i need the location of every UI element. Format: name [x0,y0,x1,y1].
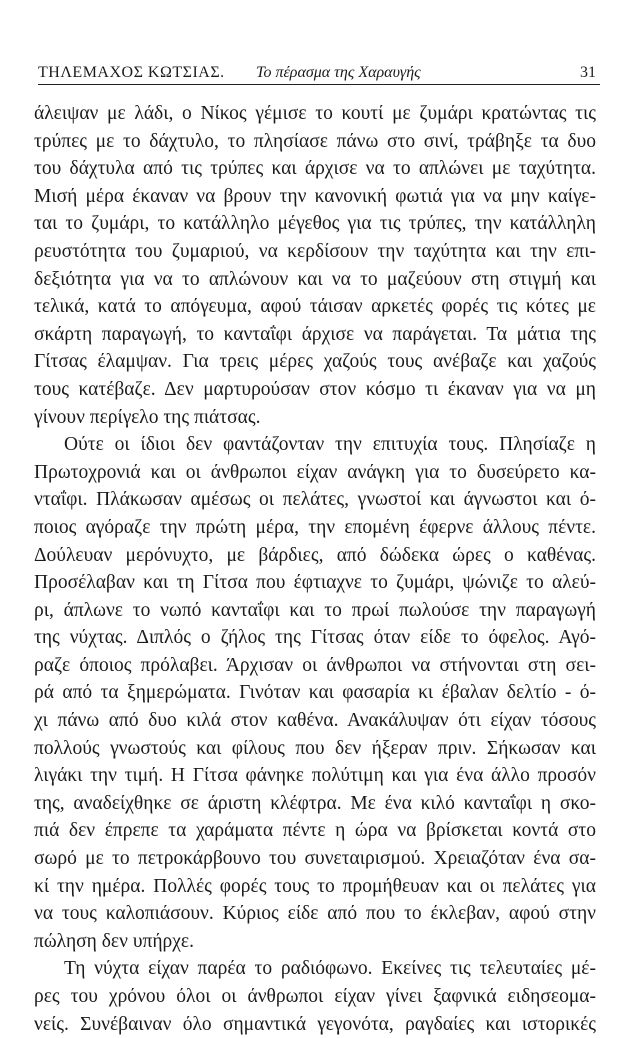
text-line: να τους καλοπιάσουν. Κύριος είδε από που το έκλεβαν, αφού στην [34,903,596,925]
text-line: ρευστότητα του ζυμαριού, να κερδίσουν την ταχύτητα και την επι- [34,240,596,262]
text-line: Μισή μέρα έκαναν να βρουν την κανονική φωτιά για να μην καίγε- [34,185,596,207]
page-number: 31 [580,64,596,81]
text-line: κί την ημέρα. Πολλές φορές τους το προμήθευαν και οι πελάτες για [34,875,596,897]
running-head-title: Το πέρασμα της Χαραυγής [256,64,421,81]
text-line: πολλούς γνωστούς και φίλους που δεν ήξεραν πριν. Σήκωσαν και [34,737,596,759]
text-line: Προσέλαβαν και τη Γίτσα που έφτιαχνε το ζυμάρι, ψώνιζε το αλεύ- [34,572,596,594]
text-line: ρες του χρόνου όλοι οι άνθρωποι είχαν γίνει ξαφνικά ειδησεομα- [34,986,596,1007]
text-line: Γίτσας έλαμψαν. Για τρεις μέρες χαζούς τους ανέβαζε και χαζούς [34,351,596,373]
text-line: Δούλευαν μερόνυχτο, με βάρδιες, από δώδεκα ώρες ο καθένας. [34,544,596,566]
text-line: Πρωτοχρονιά και οι άνθρωποι είχαν ανάγκη για το δυσεύρετο κα- [34,461,596,483]
text-line: τελικά, κατά το απόγευμα, αφού τάισαν αρκετές φορές τις κότες με [34,296,596,318]
text-line: νταΐφι. Πλάκωσαν αμέσως οι πελάτες, γνωστοί και άγνωστοι και ό- [34,489,596,511]
text-line: του δάχτυλα από τις τρύπες και άρχισε να το απλώνει με ταχύτητα. [34,158,596,180]
running-head [38,62,600,85]
text-line: τους κατέβαζε. Δεν μαρτυρούσαν στον κόσμο τι έκαναν για να μη [34,378,596,400]
text-line: Ούτε οι ίδιοι δεν φαντάζονταν την επιτυχία τους. Πλησίαζε η [64,434,596,456]
text-line: γίνουν περίγελο της πιάτσας. [34,406,261,428]
text-line: τρύπες με το δάχτυλο, το πλησίασε πάνω στο σινί, τράβηξε τα δυο [34,130,596,152]
text-line: Τη νύχτα είχαν παρέα το ραδιόφωνο. Εκείνες τις τελευταίες μέ- [64,958,596,980]
text-line: πώληση δεν υπήρχε. [34,930,194,952]
text-line: ται το ζυμάρι, το κατάλληλο μέγεθος για τις τρύπες, την κατάλληλη [34,213,596,235]
text-line: ρι, άπλωνε το νωπό κανταΐφι και το πρωί πωλούσε την παραγωγή [34,599,596,621]
text-line: της νύχτας. Διπλός ο ζήλος της Γίτσας όταν είδε το όφελος. Αγό- [34,627,596,649]
text-line: λιγάκι την τιμή. Η Γίτσα φάνηκε πολύτιμη και για ένα άλλο προσόν [34,765,596,787]
text-line: ρά από τα ξημερώματα. Γινόταν και φασαρία κι έβαλαν δελτίο - ό- [34,682,596,704]
text-line: σκάρτη παραγωγή, το κανταΐφι άρχισε να παράγεται. Τα μάτια της [34,323,596,345]
text-line: της, αναδείχθηκε σε άριστη κλέφτρα. Με ένα κιλό κανταΐφι η σκο- [34,792,596,814]
text-line: δεξιότητα για να το απλώνουν και να το μαζεύουν στη στιγμή και [34,268,596,290]
running-head-author: ΤΗΛΕΜΑΧΟΣ ΚΩΤΣΙΑΣ. [38,64,225,81]
text-line: ραζε όποιος πρόλαβει. Άρχισαν οι άνθρωποι να στήνονται στη σει- [34,654,596,676]
text-line: ποιος αγόραζε την πρώτη μέρα, την επομένη έφερνε άλλους πέντε. [34,516,596,538]
text-line: άλειψαν με λάδι, ο Νίκος γέμισε το κουτί με ζυμάρι κρατώντας τις [34,103,596,124]
text-line: χι πάνω από δυο κιλά στον καθένα. Ανακάλυψαν ότι είχαν τόσους [34,710,596,732]
text-line: πιά δεν έπρεπε τα χαράματα πέντε η ώρα να βρίσκεται κοντά στο [34,820,596,842]
text-line: νείς. Συνέβαιναν όλο σημαντικά γεγονότα, ραγδαίες και ιστορικές [34,1013,596,1035]
body-text [34,100,596,1038]
text-line: σωρό με το πετροκάρβουνο του συνεταιρισμού. Χρειαζόταν ένα σα- [34,848,596,870]
